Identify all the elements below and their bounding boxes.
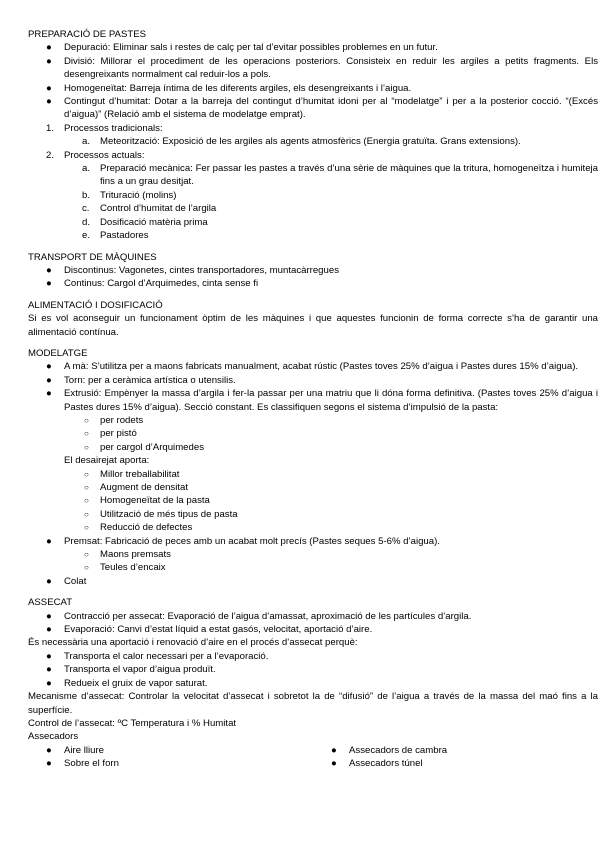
list-item: ○ Millor treballabilitat [84,468,180,480]
assecadors-right-list [313,744,598,771]
list-item: ● Colat [46,575,87,587]
list-item: c. Control d’humitat de l’argila [82,203,217,215]
list-item: ● Extrusió: Empènyer la massa d’argila i fer-la passar per una matriu que li dóna forma definitiva. (Pastes toves 25% d’aigua i Pastes dures 15% d’aigua). Secció constant. Es classifiquen segons el sistema d’impulsió de la pasta: [46,388,598,413]
list-item: a. Preparació mecànica: Fer passar les pastes a través d’una sèrie de màquines que la tritura, homogeneïtza i humiteja fins a un grau desitjat. [82,163,598,188]
section-title-alimentacio: ALIMENTACIÓ I DOSIFICACIÓ [28,299,163,311]
list-item: ● Transporta el vapor d’aigua produït. [46,664,216,676]
list-item: d. Dosificació matèria prima [82,216,208,228]
list-item: ● Torn: per a ceràmica artística o utensilis. [46,374,236,386]
control-paragraph: Control de l’assecat: ºC Temperatura i % Humitat [28,717,237,729]
alimentacio-paragraph: Si es vol aconseguir un funcionament òptim de les màquines i que aquestes funcionin de forma correcte s’ha de garantir una alimentació contínua. [28,313,598,338]
list-item: ○ per cargol d’Arquimedes [84,441,204,453]
aportacio-intro: És necessària una aportació i renovació d’aire en el procés d’assecat perquè: [28,637,358,649]
list-item: ● Continus: Cargol d’Arquimedes, cinta sense fi [46,278,259,290]
list-item: ● Contracció per assecat: Evaporació de l’aigua d’amassat, aproximació de les partícules d’argila. [46,610,472,622]
mecanisme-paragraph: Mecanisme d’assecat: Controlar la velocitat d’assecat i sobretot la de “difusió” de l’aigua a través de la massa del maó fins a la superfície. [28,691,598,716]
assecadors-columns [28,744,598,771]
list-item: ○ Utilització de més tipus de pasta [84,508,238,520]
list-item: ● Evaporació: Canvi d’estat líquid a estat gasós, velocitat, aportació d’aire. [46,624,373,636]
colat-list [28,575,598,588]
extrusio-sublist [28,414,598,454]
section-title-assecat: ASSECAT [28,597,73,609]
list-item: ○ Augment de densitat [84,482,189,493]
section-title-transport: TRANSPORT DE MÀQUINES [28,251,157,263]
list-item: ● Contingut d’humitat: Dotar a la barreja del contingut d’humitat idoni per al “modelatge” i per a la posterior cocció. “(Excés d’aigua)” (Relació amb el sistema de modelatge emprat). [46,96,598,121]
list-item: ● Homogeneïtat: Barreja íntima de les diferents argiles, els desengreixants i l’aigua. [46,82,412,94]
section-title-preparacio: PREPARACIÓ DE PASTES [28,29,146,40]
list-item: 1. Processos tradicionals: [46,122,163,134]
list-item: ○ Maons premsats [84,549,171,561]
list-item: ● Discontinus: Vagonetes, cintes transportadores, muntacàrregues [46,264,339,276]
list-item: a. Meteorització: Exposició de les argiles als agents atmosfèrics (Energia gratuïta. Grans extensions). [82,136,521,148]
list-item: ○ per rodets [84,414,144,426]
list-item: e. Pastadores [82,230,149,242]
desairejat-label: El desairejat aporta: [64,455,150,467]
list-item: ○ Reducció de defectes [84,522,193,534]
list-item: ● Aire lliure [46,744,104,756]
modelatge-bullet-list [28,360,598,414]
assecadors-left-list [28,744,313,771]
processes-list [28,122,598,243]
list-item: 2. Processos actuals: [46,149,145,161]
list-item: b. Trituració (molins) [82,189,177,201]
assecat-bullet-list [28,610,598,637]
premsat-list [28,535,598,548]
aportacio-list [28,650,598,690]
list-item: ○ Homogeneïtat de la pasta [84,495,210,507]
list-item: ○ per pistó [84,428,137,440]
list-item: ● A mà: S’utilitza per a maons fabricats manualment, acabat rústic (Pastes toves 25% d’aigua i Pastes dures 15% d’aigua). [46,361,579,373]
list-item: ● Depuració: Eliminar sals i restes de calç per tal d’evitar possibles problemes en un futur. [46,42,438,54]
list-item: ● Assecadors túnel [331,758,423,770]
list-item: ● Redueix el gruix de vapor saturat. [46,677,208,689]
preparacio-bullet-list [28,41,598,121]
list-item: ● Transporta el calor necessari per a l’evaporació. [46,650,269,662]
desairejat-sublist [28,468,598,535]
assecadors-label: Assecadors [28,731,79,743]
list-item: ● Premsat: Fabricació de peces amb un acabat molt precís (Pastes seques 5-6% d’aigua). [46,535,440,547]
list-item: ○ Teules d’encaix [84,562,166,574]
list-item: ● Assecadors de cambra [331,744,448,756]
section-title-modelatge: MODELATGE [28,347,88,359]
transport-bullet-list [28,264,598,291]
list-item: ● Divisió: Millorar el procediment de les operacions posteriors. Consisteix en reduir les argiles a petits fragments. Els desengreixants normalment cal reduir-los a pols. [46,55,598,81]
list-item: ● Sobre el forn [46,758,119,770]
premsat-sublist [28,548,598,575]
